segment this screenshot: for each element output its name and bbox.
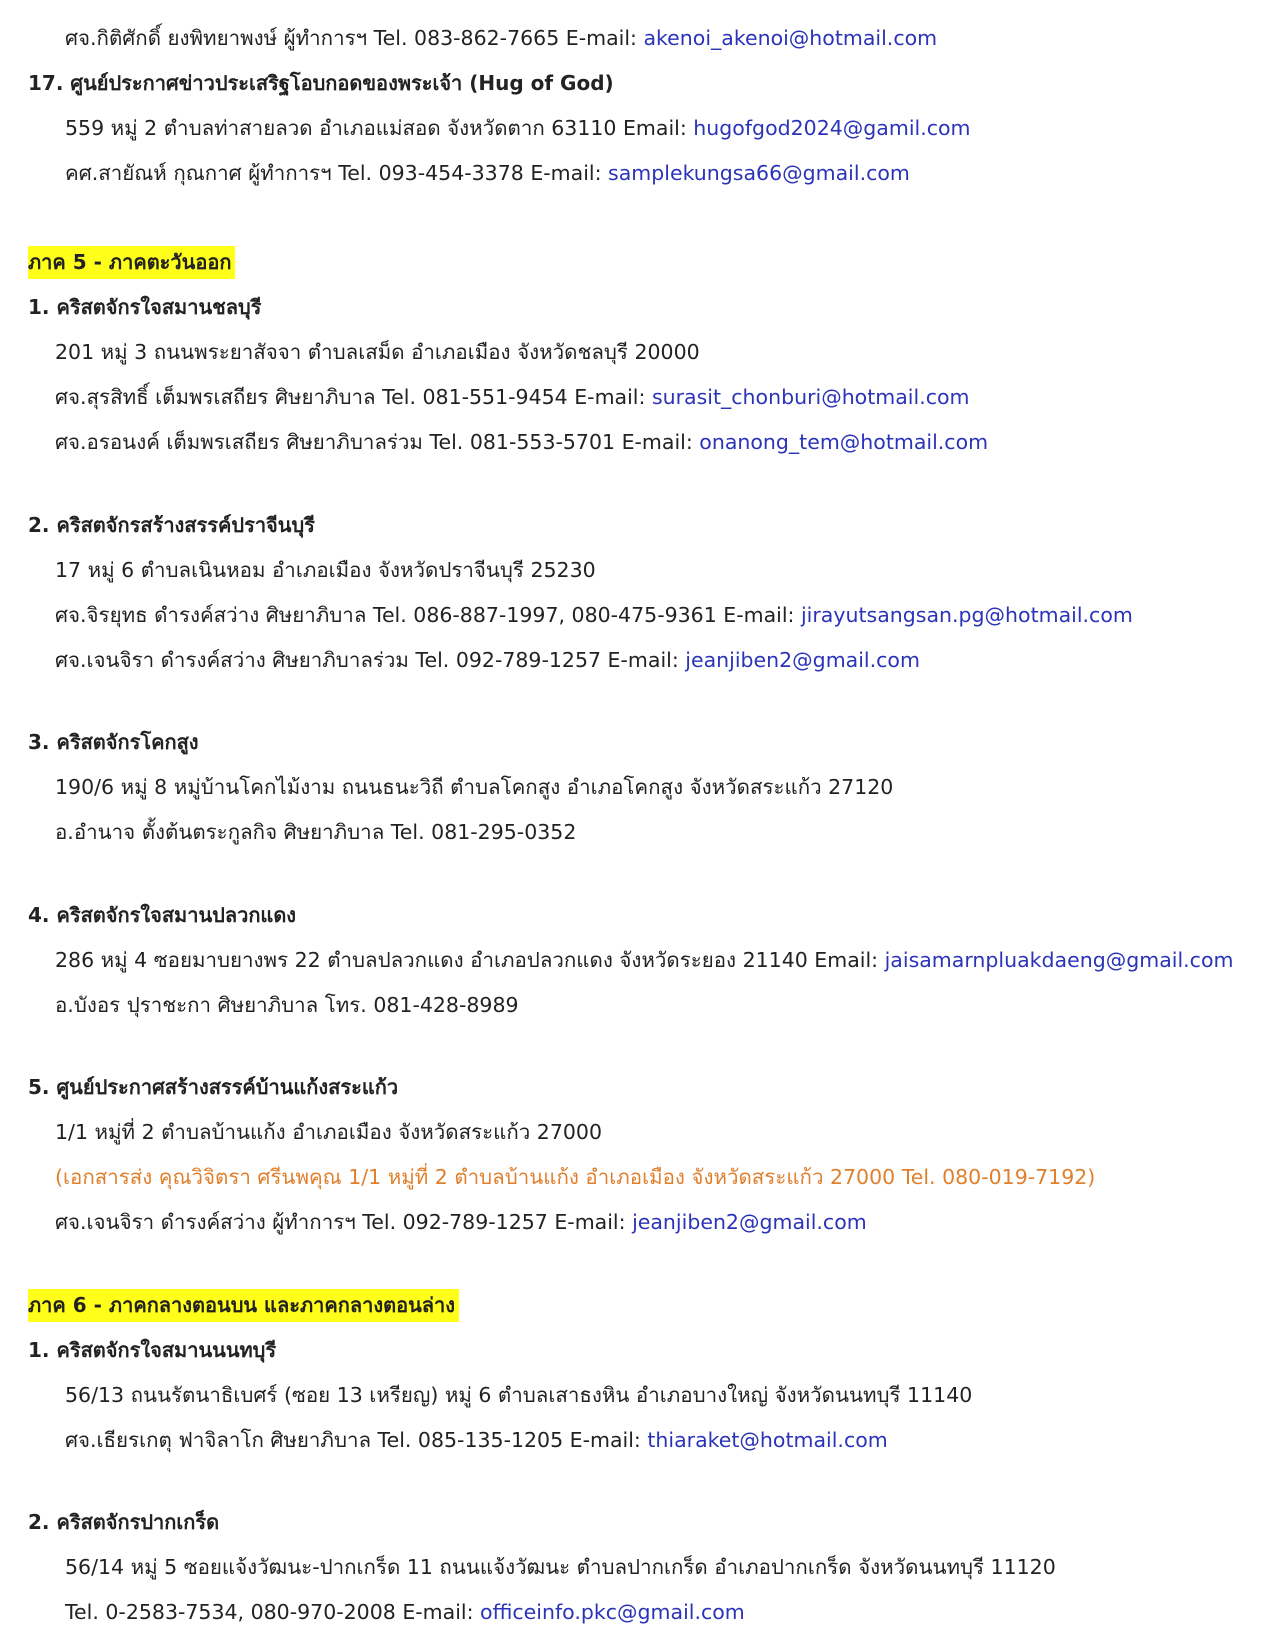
text-line [55, 817, 576, 847]
church-heading-text: 3. คริสตจักรโคกสูง [28, 730, 199, 754]
region-heading [28, 247, 235, 277]
text-line-text: 17 หมู่ 6 ตำบลเนินหอม อำเภอเมือง จังหวัดปราจีนบุรี 25230 [55, 558, 596, 582]
church-heading [28, 1335, 276, 1365]
church-heading-text: 4. คริสตจักรใจสมานปลวกแดง [28, 903, 297, 927]
email-link[interactable]: akenoi_akenoi@hotmail.com [643, 26, 938, 50]
email-link[interactable]: jeanjiben2@gmail.com [685, 648, 920, 672]
text-line-text: 56/14 หมู่ 5 ซอยแจ้งวัฒนะ-ปากเกร็ด 11 ถนนแจ้งวัฒนะ ตำบลปากเกร็ด อำเภอปากเกร็ด จังหวัดนนทบุรี 11120 [65, 1555, 1056, 1579]
text-line [65, 1552, 1056, 1582]
church-heading [28, 1072, 398, 1102]
text-line-text: 190/6 หมู่ 8 หมู่บ้านโคกไม้งาม ถนนธนะวิถี ตำบลโคกสูง อำเภอโคกสูง จังหวัดสระแก้ว 27120 [55, 775, 894, 799]
text-line-text: 201 หมู่ 3 ถนนพระยาสัจจา ตำบลเสม็ด อำเภอเมือง จังหวัดชลบุรี 20000 [55, 340, 700, 364]
text-line [55, 600, 1133, 630]
text-line-text: ศจ.กิติศักดิ์ ยงพิทยาพงษ์ ผู้ทำการฯ Tel. 083-862-7665 E-mail: [65, 26, 644, 50]
church-heading [28, 510, 315, 540]
text-line [55, 990, 519, 1020]
text-line-text: 286 หมู่ 4 ซอยมาบยางพร 22 ตำบลปลวกแดง อำเภอปลวกแดง จังหวัดระยอง 21140 Email: [55, 948, 885, 972]
document-note [55, 1162, 1095, 1192]
email-link[interactable]: hugofgod2024@gamil.com [693, 116, 971, 140]
text-line [55, 1207, 867, 1237]
text-line [55, 555, 596, 585]
email-link[interactable]: jeanjiben2@gmail.com [632, 1210, 867, 1234]
text-line-text: ศจ.สุรสิทธิ์ เต็มพรเสถียร ศิษยาภิบาล Tel. 081-551-9454 E-mail: [55, 385, 652, 409]
church-heading-text: 5. ศูนย์ประกาศสร้างสรรค์บ้านแก้งสระแก้ว [28, 1075, 399, 1099]
text-line [55, 945, 1233, 975]
region-heading-text: ภาค 5 - ภาคตะวันออก [28, 246, 235, 279]
text-line [55, 427, 988, 457]
email-link[interactable]: samplekungsa66@gmail.com [608, 161, 910, 185]
email-link[interactable]: jaisamarnpluakdaeng@gmail.com [884, 948, 1234, 972]
church-heading-text: 1. คริสตจักรใจสมานนนทบุรี [28, 1338, 277, 1362]
text-line-text: 56/13 ถนนรัตนาธิเบศร์ (ซอย 13 เหรียญ) หมู่ 6 ตำบลเสาธงหิน อำเภอบางใหญ่ จังหวัดนนทบุรี 11140 [65, 1383, 973, 1407]
email-link[interactable]: jirayutsangsan.pg@hotmail.com [800, 603, 1133, 627]
church-heading-text: 2. คริสตจักรสร้างสรรค์ปราจีนบุรี [28, 513, 315, 537]
church-heading [28, 900, 296, 930]
text-line [55, 645, 920, 675]
text-line [65, 1380, 972, 1410]
church-heading [28, 292, 261, 322]
text-line-text: 559 หมู่ 2 ตำบลท่าสายลวด อำเภอแม่สอด จังหวัดตาก 63110 Email: [65, 116, 694, 140]
text-line [65, 158, 910, 188]
church-heading [28, 727, 199, 757]
email-link[interactable]: officeinfo.pkc@gmail.com [480, 1600, 745, 1624]
text-line [65, 23, 937, 53]
email-link[interactable]: thiaraket@hotmail.com [647, 1428, 888, 1452]
text-line [65, 1425, 888, 1455]
church-heading [28, 68, 614, 98]
church-heading-text: 1. คริสตจักรใจสมานชลบุรี [28, 295, 262, 319]
text-line [55, 772, 893, 802]
text-line-text: Tel. 0-2583-7534, 080-970-2008 E-mail: [65, 1600, 481, 1624]
text-line [65, 113, 971, 143]
church-heading [28, 1507, 219, 1537]
text-line [55, 382, 970, 412]
text-line [55, 337, 700, 367]
email-link[interactable]: onanong_tem@hotmail.com [699, 430, 989, 454]
text-line [65, 1597, 745, 1627]
text-line-text: ศจ.อรอนงค์ เต็มพรเสถียร ศิษยาภิบาลร่วม Tel. 081-553-5701 E-mail: [55, 430, 700, 454]
text-line-text: อ.บังอร ปุราชะกา ศิษยาภิบาล โทร. 081-428-8989 [55, 993, 519, 1017]
region-heading [28, 1290, 459, 1320]
text-line-text: อ.อำนาจ ตั้งต้นตระกูลกิจ ศิษยาภิบาล Tel. 081-295-0352 [55, 820, 577, 844]
text-line-text: ศจ.จิรยุทธ ดำรงค์สว่าง ศิษยาภิบาล Tel. 086-887-1997, 080-475-9361 E-mail: [55, 603, 801, 627]
church-heading-text: 17. ศูนย์ประกาศข่าวประเสริฐโอบกอดของพระเจ้า (Hug of God) [28, 71, 614, 95]
email-link[interactable]: surasit_chonburi@hotmail.com [651, 385, 970, 409]
text-line-text: 1/1 หมู่ที่ 2 ตำบลบ้านแก้ง อำเภอเมือง จังหวัดสระแก้ว 27000 [55, 1120, 602, 1144]
text-line [55, 1117, 602, 1147]
text-line-text: ศจ.เธียรเกตุ ฟาจิลาโก ศิษยาภิบาล Tel. 085-135-1205 E-mail: [65, 1428, 648, 1452]
document-note-text: (เอกสารส่ง คุณวิจิตรา ศรีนพคุณ 1/1 หมู่ที่ 2 ตำบลบ้านแก้ง อำเภอเมือง จังหวัดสระแก้ว 27000 Tel. 080-019-7192) [55, 1165, 1096, 1189]
region-heading-text: ภาค 6 - ภาคกลางตอนบน และภาคกลางตอนล่าง [28, 1289, 459, 1322]
text-line-text: ศจ.เจนจิรา ดำรงค์สว่าง ศิษยาภิบาลร่วม Tel. 092-789-1257 E-mail: [55, 648, 686, 672]
text-line-text: ศจ.เจนจิรา ดำรงค์สว่าง ผู้ทำการฯ Tel. 092-789-1257 E-mail: [55, 1210, 633, 1234]
text-line-text: คศ.สายัณห์ กุณกาศ ผู้ทำการฯ Tel. 093-454-3378 E-mail: [65, 161, 609, 185]
church-heading-text: 2. คริสตจักรปากเกร็ด [28, 1510, 220, 1534]
